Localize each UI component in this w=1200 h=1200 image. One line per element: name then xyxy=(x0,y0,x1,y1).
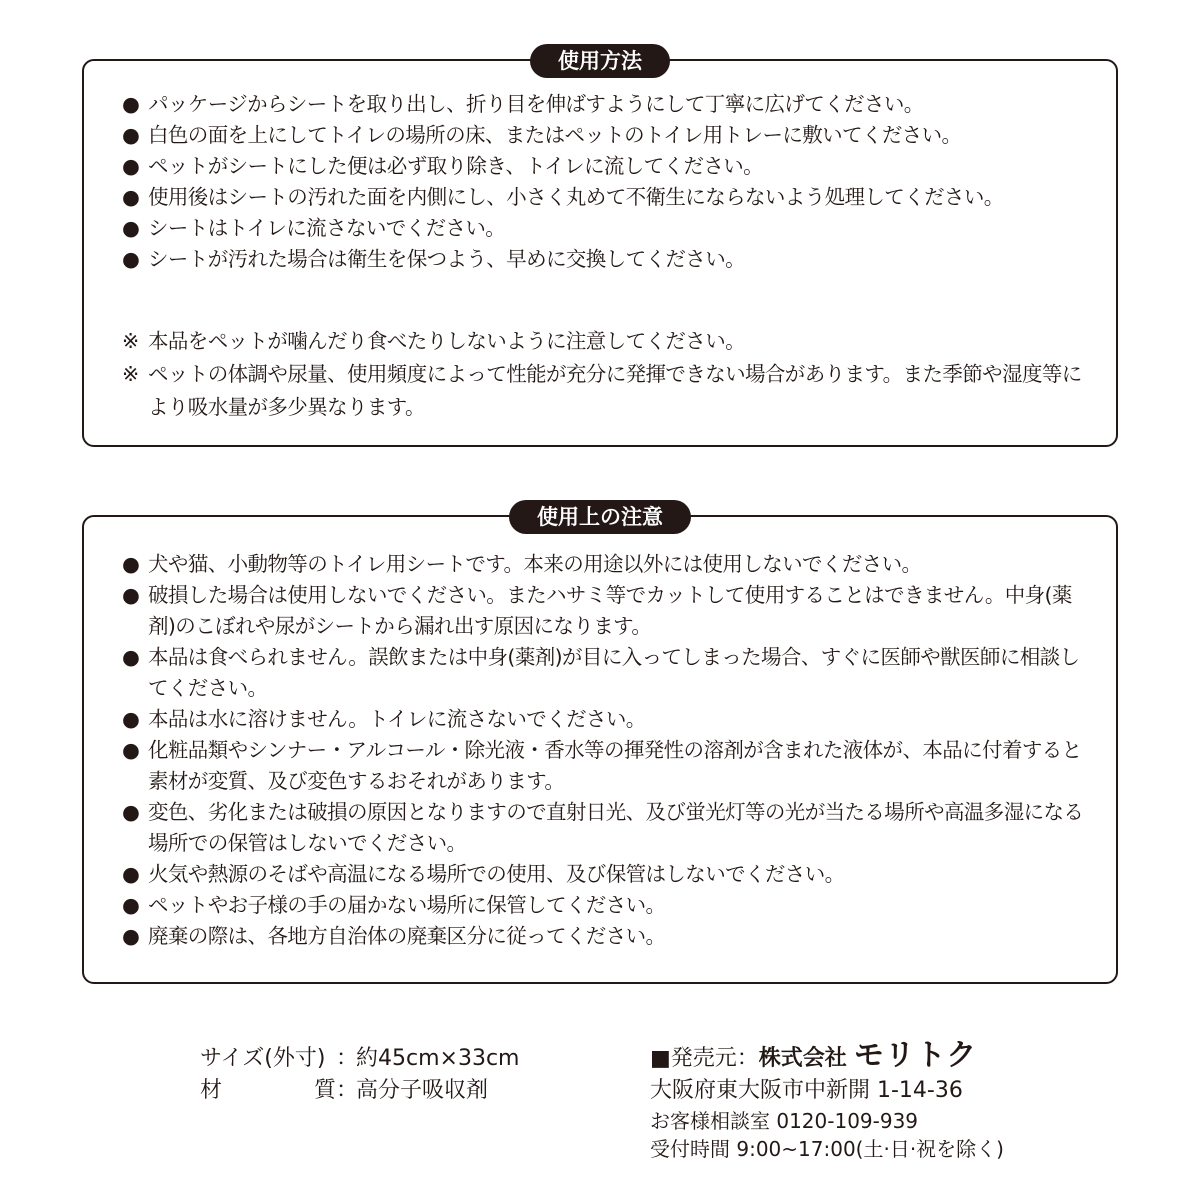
cautions-title: 使用上の注意 xyxy=(509,500,691,534)
bullet-icon: ● xyxy=(122,552,140,576)
bullet-icon: ● xyxy=(122,924,140,948)
spec-material-label: 材 質 xyxy=(200,1078,336,1103)
note-item: ※ 本品をペットが噛んだり食べたりしないように注意してください。 xyxy=(122,325,1086,358)
bullet-icon: ● xyxy=(122,123,140,147)
list-item: ● ペットがシートにした便は必ず取り除き、トイレに流してください。 xyxy=(122,151,1086,182)
usage-list xyxy=(122,89,1086,275)
seller-address: 大阪府東大阪市中新開 1-14-36 xyxy=(650,1078,963,1103)
list-item: ● 本品は水に溶けません。トイレに流さないでください。 xyxy=(122,704,1086,735)
bullet-icon: ● xyxy=(122,92,140,116)
list-item: ● シートはトイレに流さないでください。 xyxy=(122,213,1086,244)
list-item: ● 火気や熱源のそばや高温になる場所での使用、及び保管はしないでください。 xyxy=(122,859,1086,890)
seller-info xyxy=(650,1040,1004,1163)
bullet-icon: ● xyxy=(122,645,140,669)
reference-mark-icon: ※ xyxy=(122,362,139,386)
cautions-list xyxy=(122,549,1086,952)
spec-material-value: 高分子吸収剤 xyxy=(356,1078,489,1103)
usage-section xyxy=(82,49,1118,447)
bullet-icon: ● xyxy=(122,862,140,886)
company-type: 株式会社 xyxy=(758,1046,847,1071)
spec-separator: ： xyxy=(336,1078,359,1103)
bullet-icon: ● xyxy=(122,216,140,240)
list-item: ● 使用後はシートの汚れた面を内側にし、小さく丸めて不衛生にならないよう処理してください。 xyxy=(122,182,1086,213)
bullet-icon: ● xyxy=(122,154,140,178)
spec-size-value: 約45cm×33cm xyxy=(356,1046,520,1071)
list-item: ● 廃棄の際は、各地方自治体の廃棄区分に従ってください。 xyxy=(122,921,1086,952)
seller-phone: お客様相談室 0120-109-939 xyxy=(650,1109,919,1133)
list-item: ● 破損した場合は使用しないでください。またハサミ等でカットして使用することはできません。中身(薬剤)のこぼれや尿がシートから漏れ出す原因になります。 xyxy=(122,580,1086,642)
list-item: ● シートが汚れた場合は衛生を保つよう、早めに交換してください。 xyxy=(122,244,1086,275)
list-item: ● 白色の面を上にしてトイレの場所の床、またはペットのトイレ用トレーに敷いてください。 xyxy=(122,120,1086,151)
list-item: ● 化粧品類やシンナー・アルコール・除光液・香水等の揮発性の溶剤が含まれた液体が、本品に付着すると素材が変質、及び変色するおそれがあります。 xyxy=(122,735,1086,797)
cautions-section xyxy=(82,505,1118,984)
spec-separator: ： xyxy=(336,1046,359,1071)
bullet-icon: ● xyxy=(122,185,140,209)
spec-size-label: サイズ(外寸) xyxy=(200,1046,326,1071)
bullet-icon: ● xyxy=(122,800,140,824)
seller-hours: 受付時間 9:00~17:00(土·日·祝を除く) xyxy=(650,1137,1004,1161)
seller-prefix: ■発売元： xyxy=(650,1046,759,1071)
reference-mark-icon: ※ xyxy=(122,329,139,353)
brand-logo: モリトク xyxy=(853,1038,978,1073)
bullet-icon: ● xyxy=(122,583,140,607)
list-item: ● パッケージからシートを取り出し、折り目を伸ばすようにして丁寧に広げてください。 xyxy=(122,89,1086,120)
list-item: ● 本品は食べられません。誤飲または中身(薬剤)が目に入ってしまった場合、すぐに医師や獣医師に相談してください。 xyxy=(122,642,1086,704)
bullet-icon: ● xyxy=(122,707,140,731)
list-item: ● 変色、劣化または破損の原因となりますので直射日光、及び蛍光灯等の光が当たる場所や高温多湿になる場所での保管はしないでください。 xyxy=(122,797,1086,859)
list-item: ● ペットやお子様の手の届かない場所に保管してください。 xyxy=(122,890,1086,921)
usage-title: 使用方法 xyxy=(530,44,670,78)
seller-line xyxy=(650,1040,1004,1075)
note-item: ※ ペットの体調や尿量、使用頻度によって性能が充分に発揮できない場合があります。また季節や湿度等により吸水量が多少異なります。 xyxy=(122,358,1086,424)
product-spec xyxy=(200,1043,519,1107)
bullet-icon: ● xyxy=(122,247,140,271)
bullet-icon: ● xyxy=(122,738,140,762)
usage-notes xyxy=(122,325,1086,424)
list-item: ● 犬や猫、小動物等のトイレ用シートです。本来の用途以外には使用しないでください。 xyxy=(122,549,1086,580)
spec-material-row xyxy=(200,1075,519,1107)
bullet-icon: ● xyxy=(122,893,140,917)
spec-size-row xyxy=(200,1043,519,1075)
